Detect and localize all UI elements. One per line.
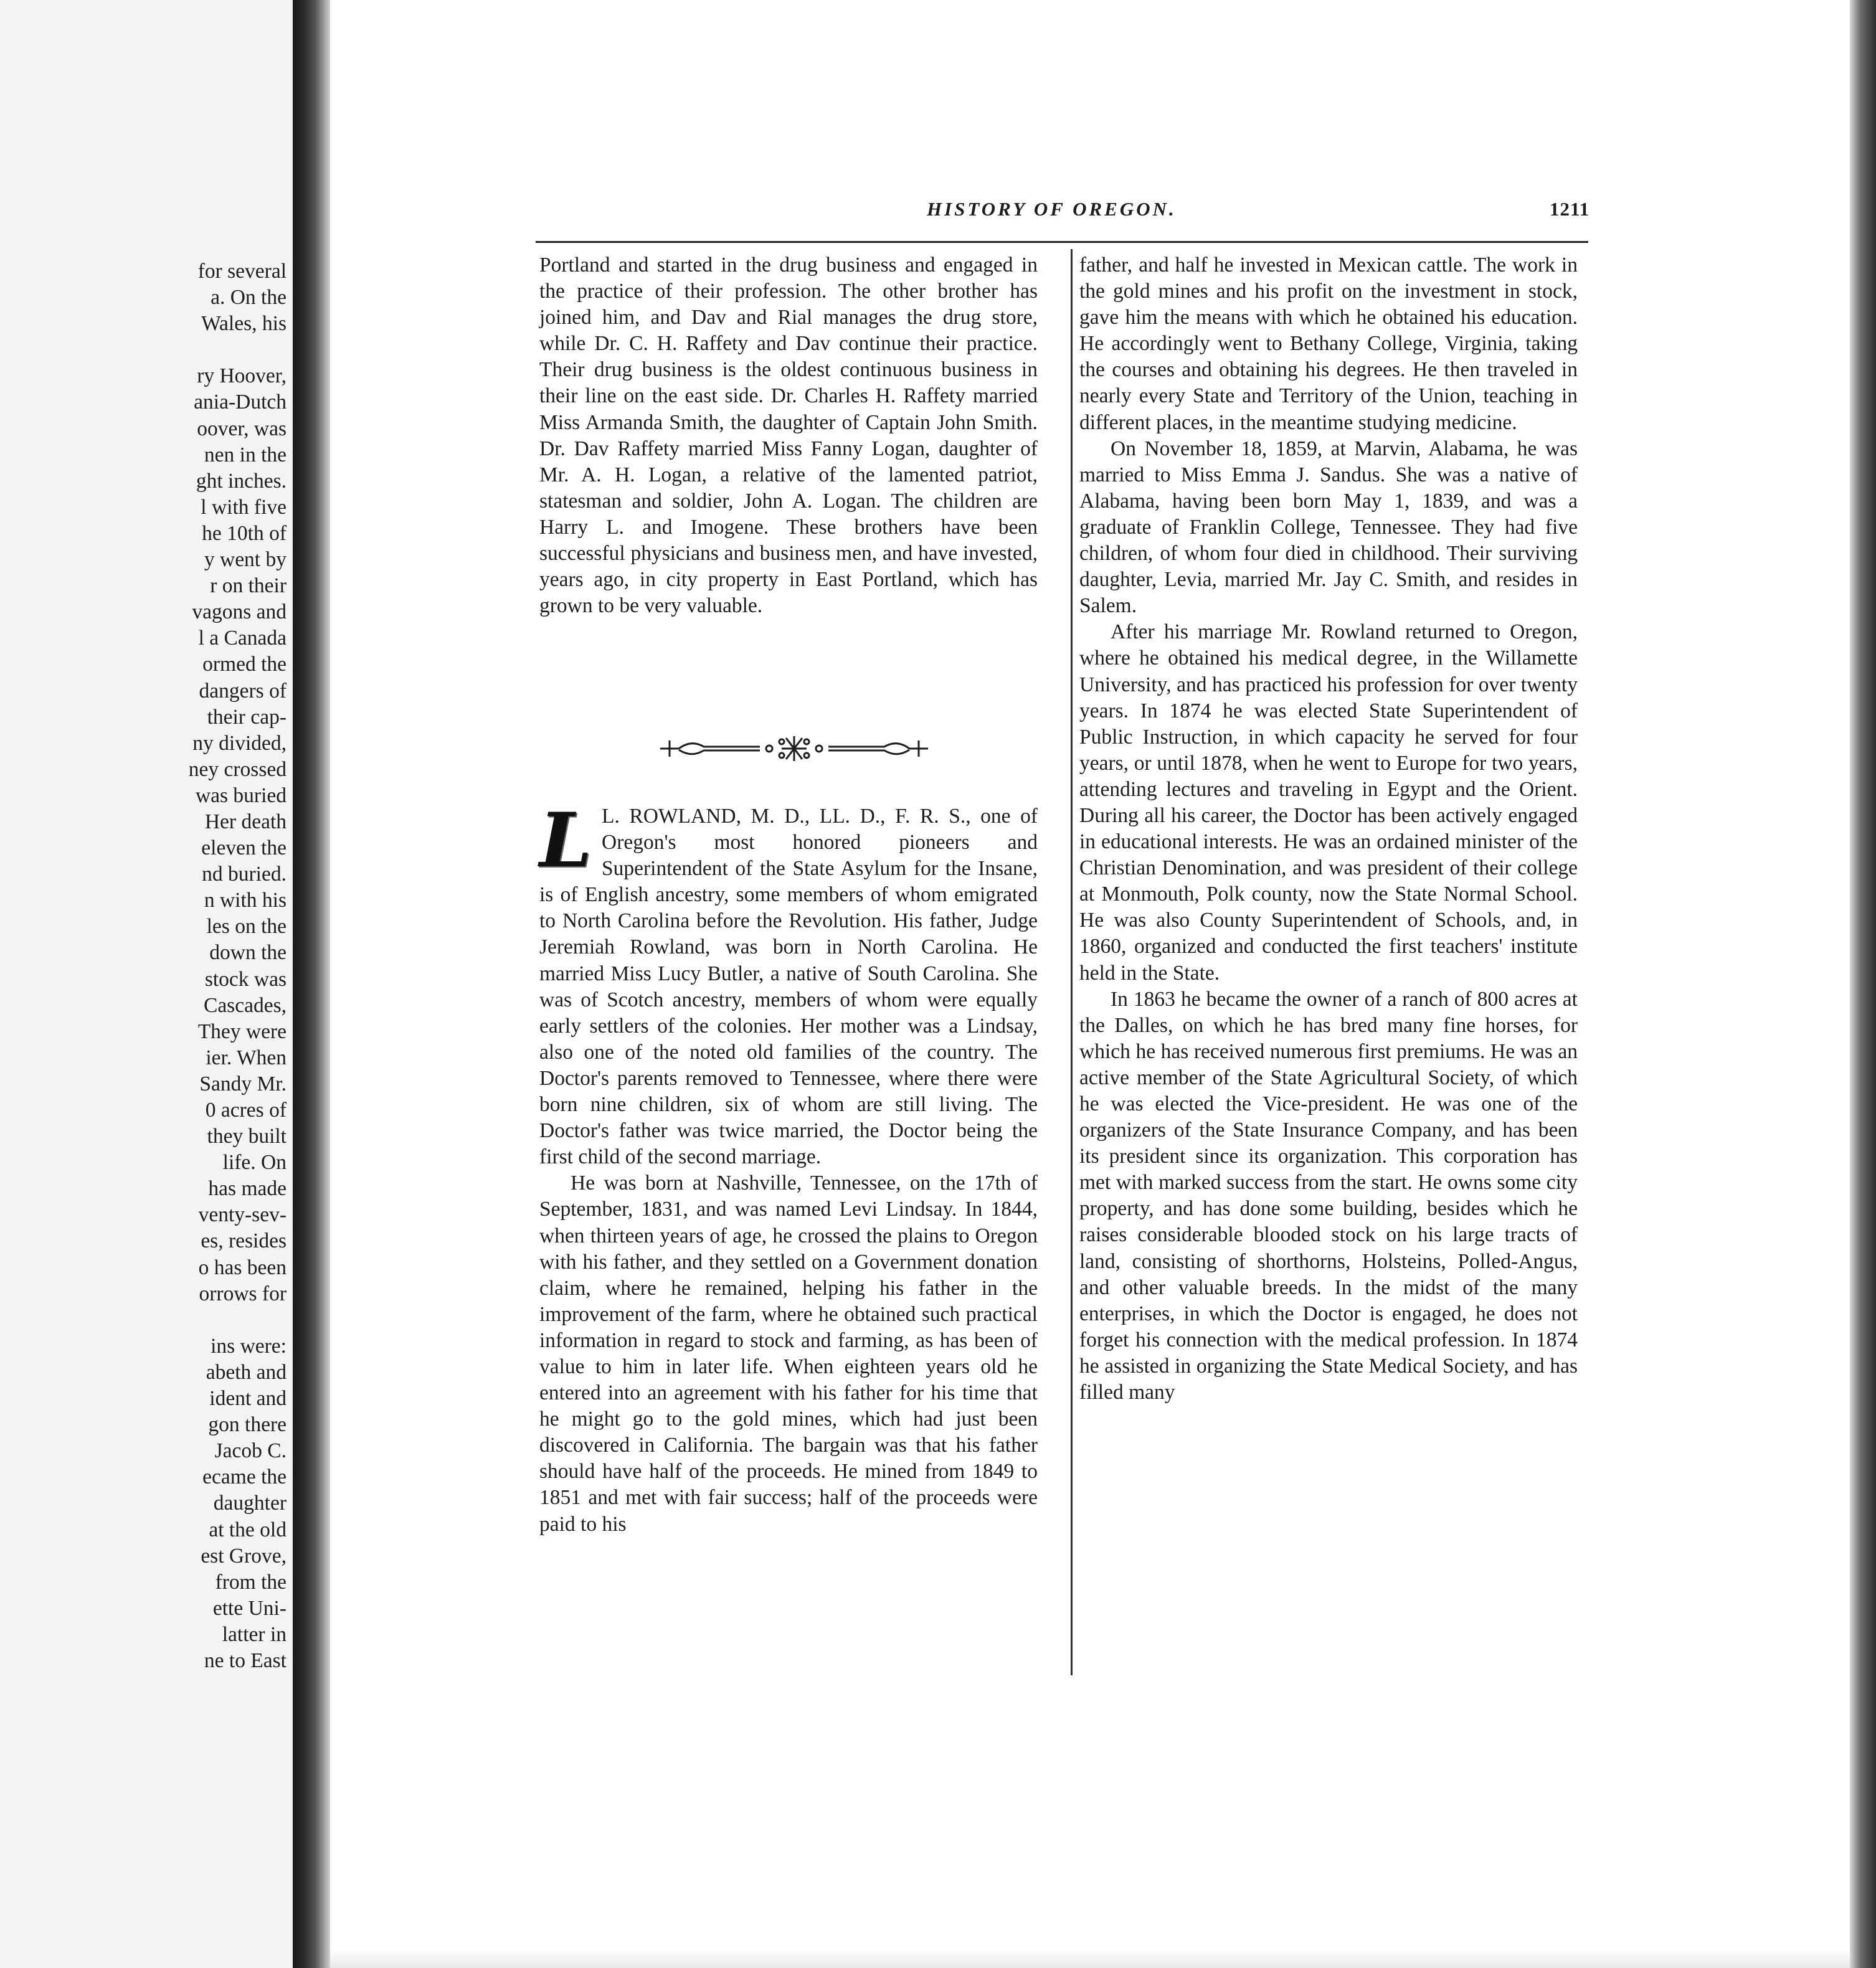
left-page-line: l with five bbox=[201, 495, 287, 519]
article-left-text bbox=[539, 797, 1038, 1538]
article-heading: L. ROWLAND, M. D., LL. D., F. R. S., bbox=[602, 805, 971, 828]
left-page-line: daughter bbox=[213, 1492, 287, 1515]
left-page-line: at the old bbox=[209, 1518, 287, 1541]
left-page-line: has made bbox=[208, 1177, 287, 1201]
right-paragraph-3: After his marriage Mr. Rowland returned to Oregon, where he obtained his medical degree, in the Willamette University, and has practiced his profession for over twenty years. In 1874 he was elected State Superintendent of Public Instruction, in which capacity he served for four years, or until 1878, when he went to Europe for two years, attending lectures and traveling in Egypt and the Orient. During all his career, the Doctor has been actively engaged in educational interests. He was an ordained minister of the Christian Denomination, and was president of their college at Monmouth, Polk county, now the State Normal School. He was also County Superintendent of Schools, and, in 1860, organized and conducted the first teachers' institute held in the State. bbox=[1079, 620, 1578, 985]
left-page-line: ny divided, bbox=[192, 731, 287, 755]
left-page-line: Jacob C. bbox=[214, 1439, 287, 1463]
left-page-line: y went by bbox=[204, 548, 287, 572]
left-page-line: oover, was bbox=[197, 417, 287, 440]
left-page-line: they built bbox=[207, 1125, 287, 1148]
left-page-line: ecame the bbox=[202, 1465, 287, 1489]
left-page-line bbox=[0, 337, 287, 363]
left-page-line: down the bbox=[209, 941, 287, 965]
left-page-line: ne to East bbox=[204, 1649, 287, 1672]
left-page-line: ormed the bbox=[202, 653, 287, 676]
running-title: HISTORY OF OREGON. bbox=[927, 198, 1177, 220]
left-page-line: est Grove, bbox=[201, 1544, 287, 1568]
left-page-line: life. On bbox=[222, 1151, 287, 1175]
left-page-line: nd buried. bbox=[202, 863, 287, 886]
ornament-divider-icon bbox=[654, 733, 934, 764]
left-page-line: gon there bbox=[208, 1413, 287, 1437]
book-gutter bbox=[293, 0, 330, 1968]
column-divider bbox=[1071, 249, 1073, 1675]
right-page-edge bbox=[1850, 0, 1876, 1968]
left-page-line: es, resides bbox=[201, 1229, 287, 1253]
left-page-line: ins were: bbox=[211, 1334, 287, 1358]
left-page-line: he 10th of bbox=[202, 521, 287, 545]
right-column bbox=[1079, 252, 1578, 1406]
page-bottom-shadow bbox=[330, 1949, 1850, 1968]
left-page-line: 0 acres of bbox=[205, 1099, 287, 1122]
left-page-line: was buried bbox=[195, 783, 287, 807]
left-page-line: for several bbox=[197, 260, 287, 283]
left-page-line: their cap- bbox=[207, 705, 287, 729]
left-page-line: a. On the bbox=[211, 286, 287, 310]
left-page-line: ney crossed bbox=[188, 757, 287, 781]
left-page-line: ght inches. bbox=[196, 469, 287, 493]
left-page-line: Wales, his bbox=[201, 312, 287, 336]
left-page-line: les on the bbox=[206, 915, 287, 939]
header-rule bbox=[536, 241, 1588, 243]
left-page-line: r on their bbox=[210, 574, 287, 598]
left-page-line: nen in the bbox=[204, 443, 287, 466]
left-page-text-fragments bbox=[0, 258, 287, 1674]
left-page-line: abeth and bbox=[206, 1360, 287, 1384]
right-paragraph-4: In 1863 he became the owner of a ranch of 800 acres at the Dalles, on which he has bred many fine horses, for which he has received numerous first premiums. He was an active member of the State Agricultural Society, of which he was elected the Vice-president. He was one of the organizers of the State Insurance Company, and has been its president since its organization. This corporation has met with marked success from the start. He owns some city property, and has done some building, besides which he raises considerable blooded stock on his large tracts of land, consisting of shorthorns, Holsteins, Polled-Angus, and other valuable breeds. In the midst of the many enterprises, in which the Doctor is engaged, he does not forget his connection with the medical profession. In 1874 he assisted in organizing the State Medical Society, and has filled many bbox=[1079, 987, 1578, 1404]
continued-paragraph: Portland and started in the drug business and engaged in the practice of their profession. The other brother has joined him, and Dav and Rial manages the drug store, while Dr. C. H. Raffety and Dav continue their practice. Their drug business is the oldest continuous business in their line on the east side. Dr. Charles H. Raffety married Miss Armanda Smith, the daughter of Captain John Smith. Dr. Dav Raffety married Miss Fanny Logan, daughter of Mr. A. H. Logan, a relative of the lamented patriot, statesman and soldier, John A. Logan. The children are Harry L. and Imogene. These brothers have been successful physicians and business men, and have invested, years ago, in city property in East Portland, which has grown to be very valuable. bbox=[539, 253, 1038, 618]
left-page-line: n with his bbox=[204, 889, 287, 912]
left-page-line: ident and bbox=[209, 1387, 287, 1411]
left-page-line bbox=[0, 1307, 287, 1333]
left-page-line: Her death bbox=[204, 810, 287, 833]
left-page-line: They were bbox=[197, 1019, 287, 1043]
right-paragraph-1: father, and half he invested in Mexican cattle. The work in the gold mines and his profit on the investment in stock, gave him the means with which he obtained his education. He accordingly went to Bethany College, Virginia, taking the courses and obtaining his degrees. He then traveled in nearly every State and Territory of the Union, teaching in different places, in the meantime studying medicine. bbox=[1079, 253, 1578, 434]
left-page-line: orrows for bbox=[199, 1282, 287, 1305]
article-first-paragraph: one of Oregon's most honored pioneers and Superintendent of the State Asylum for the Insane, is of English ancestry, some members of whom emigrated to North Carolina before the Revolution. His father, Judge Jeremiah Rowland, was born in North Carolina. He married Miss Lucy Butler, a native of South Carolina. She was of Scotch ancestry, members of whom were equally early settlers of the colonies. Her mother was a Lindsay, also one of the noted old families of the country. The Doctor's parents removed to Tennessee, where there were born nine children, six of whom are still living. The Doctor's father was twice married, the Doctor being the first child of the second marriage. bbox=[539, 805, 1038, 1169]
article-second-paragraph: He was born at Nashville, Tennessee, on the 17th of September, 1831, and was named Levi Lindsay. In 1844, when thirteen years of age, he crossed the plains to Oregon with his father, and they settled on a Government donation claim, where he remained, helping his father in the improvement of the farm, where he obtained such practical information in regard to stock and farming, as has been of value to him in later life. When eighteen years old he entered into an agreement with his father for his time that he might go to the gold mines, which had just been discovered in California. The bargain was that his father should have half of the proceeds. He mined from 1849 to 1851 and met with fair success; half of the proceeds were paid to his bbox=[539, 1171, 1038, 1536]
left-page-line: dangers of bbox=[199, 679, 287, 703]
left-page-line: Sandy Mr. bbox=[199, 1072, 287, 1095]
right-paragraph-2: On November 18, 1859, at Marvin, Alabama, he was married to Miss Emma J. Sandus. She was a native of Alabama, having been born May 1, 1839, and was a graduate of Franklin College, Tennessee. They had five children, of whom four died in childhood. Their surviving daughter, Levia, married Mr. Jay C. Smith, and resides in Salem. bbox=[1079, 437, 1578, 618]
left-page-line: eleven the bbox=[201, 836, 287, 860]
left-column bbox=[539, 252, 1038, 619]
left-page-line: from the bbox=[215, 1570, 287, 1594]
drop-cap: L bbox=[539, 797, 592, 884]
left-facing-page bbox=[0, 0, 293, 1968]
left-page-line: l a Canada bbox=[198, 627, 287, 650]
left-page-line: o has been bbox=[198, 1256, 287, 1279]
left-page-line: Cascades, bbox=[203, 993, 287, 1017]
left-page-line: latter in bbox=[222, 1622, 287, 1646]
article-body-left bbox=[539, 797, 1038, 1538]
left-page-line: venty-sev- bbox=[198, 1203, 287, 1227]
left-page-line: ania-Dutch bbox=[194, 390, 287, 414]
left-page-line: ier. When bbox=[206, 1046, 287, 1069]
left-page-line: ry Hoover, bbox=[197, 364, 287, 388]
left-page-line: vagons and bbox=[192, 600, 287, 624]
left-page-line: stock was bbox=[204, 967, 287, 991]
article-heading-paragraph bbox=[539, 797, 1038, 1170]
left-page-line: ette Uni- bbox=[212, 1596, 287, 1620]
page-number: 1211 bbox=[1550, 198, 1590, 220]
